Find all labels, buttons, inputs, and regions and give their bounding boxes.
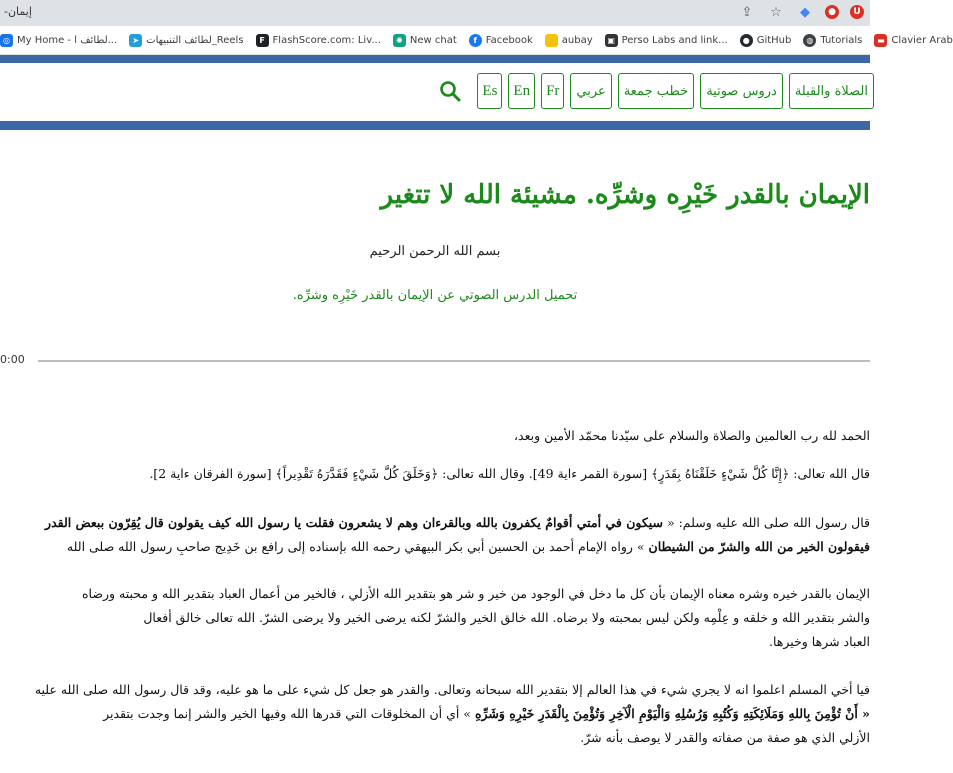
hadith-source: » رواه الإمام أحمد بن الحسين أبي بكر البيهقي رحمه الله بإسناده إلى رافع بن خَدِيج صاحبِ رسول الله صلى الله [66,539,649,554]
extension-shield-icon[interactable]: U [850,5,864,19]
folder-icon [545,34,558,47]
bookmark-new-chat[interactable]: ✺ New chat [393,34,457,47]
star-icon[interactable]: ☆ [770,4,782,20]
header-bar-top [0,55,870,63]
player-time: 0:00 [0,353,25,366]
bookmark-perso-labs[interactable]: ▣ Perso Labs and link... [605,34,728,47]
search-icon[interactable] [437,74,463,108]
nav-lang-arabic[interactable]: عربي [570,73,611,109]
nav-friday-sermons[interactable]: خطب جمعة [618,73,694,109]
paragraph-qadar-line1: الإيمان بالقدر خيره وشره معناه الإيمان بأن كل ما دخل في الوجود من خير و شر هو بتقدير الله الأزلي ، فالخير من أعمال العباد بتقدير الله و محبته ورضاه [82,586,870,601]
telegram-icon: ➤ [129,34,142,47]
bookmark-favicon: ◎ [0,34,13,47]
extension-red-icon[interactable]: ● [825,5,839,19]
audio-progress-track[interactable] [38,360,870,362]
paragraph-hadith-line2 [67,539,870,554]
paragraph-quran-verses: قال الله تعالى: ﴿إِنَّا كُلَّ شَيْءٍ خَلَقْنَاهُ بِقَدَرٍ﴾ [سورة القمر ءاية 49]. وقال الله تعالى: ﴿وَخَلَقَ كُلَّ شَيْءٍ فَقَدَّرَهُ تَقْدِيراً﴾ [سورة الفرقان ءاية 2]. [149,466,870,481]
flashscore-icon: F [256,34,269,47]
nav-lang-french[interactable]: Fr [541,73,564,109]
address-bar-text[interactable]: إيمان- [4,5,32,18]
audio-player [0,352,870,368]
github-icon: ● [740,34,753,47]
share-icon[interactable]: ⇪ [741,4,753,20]
site-nav [437,72,874,110]
keyboard-icon: ▬ [874,34,887,47]
paragraph-advice-line2 [103,706,870,721]
globe-icon: ◍ [803,34,816,47]
hadith-jibril: « أَنْ تُؤْمِنَ بِاللهِ وَمَلَائِكَتِهِ وَكُتُبِهِ وَرُسُلِهِ وَالْيَوْمِ الْآخِرِ وَتُؤْمِنَ بِالْقَدَرِ خَيْرِهِ وَشَرِّهِ [474,706,870,721]
bookmark-aubay[interactable]: aubay [545,34,593,47]
nav-prayer-qibla[interactable]: الصلاة والقبلة [789,73,874,109]
paragraph-qadar-line3: العباد شرها وخيرها. [769,634,870,649]
browser-tab-strip [0,0,870,26]
facebook-icon: f [469,34,482,47]
page-title: الإيمان بالقدر خَيْرِه وشرِّه. مشيئة الله لا تتغير [380,180,870,210]
bookmark-facebook[interactable]: f Facebook [469,34,533,47]
basmala: بسم الله الرحمن الرحيم [369,244,501,259]
paragraph-intro: الحمد لله رب العالمين والصلاة والسلام على سيّدنا محمّد الأمين وبعد، [514,428,870,443]
hadith-explanation: » أي أن المخلوقات التي قدرها الله وفيها الخير والشر إنما وجدت بتقدير [103,706,475,721]
paragraph-advice-line3: الأزلي الذي هو صفة من صفاته والقدر لا يوصف بأنه شرّ. [580,730,870,745]
nav-lang-spanish[interactable]: Es [477,73,502,109]
hadith-text: سيكون في أمتي أقوامٌ يكفرون بالله وبالقرءان وهم لا يشعرون فقلت يا رسول الله كيف يقولون قال يُقِرّون ببعض القدر [45,515,663,530]
bookmark-reels[interactable]: ➤ لطائف التنبيهات_Reels [129,34,243,47]
bookmark-github[interactable]: ● GitHub [740,34,792,47]
browser-toolbar-icons [738,3,864,21]
bookmark-my-home[interactable]: ◎ My Home - لطائف ا... [0,34,117,47]
download-audio-link[interactable]: تحميل الدرس الصوتي عن الإيمان بالقدر خَيْرِه وشرِّه. [292,288,578,303]
paragraph-qadar-line2: والشر بتقدير الله و خلقه و عِلْمِه ولكن ليس بمحبته ولا برضاه. الله خالق الخير والشرّ لكنه يرضى الخير ولا يرضى الشرّ. الله تعالى خالق أفعال [143,610,870,625]
bookmark-flashscore[interactable]: F FlashScore.com: Liv... [256,34,381,47]
chatgpt-icon: ✺ [393,34,406,47]
paragraph-hadith-line1 [45,515,870,530]
bookmark-clavier-arab[interactable]: ▬ Clavier Arab [874,34,952,47]
paragraph-advice-line1: فيا أخي المسلم اعلموا انه لا يجري شيء في هذا العالم إلا بتقدير الله سبحانه وتعالى. والقدر هو جعل كل شيء على ما هو عليه، وقد قال رسول الله صلى الله عليه [34,682,870,697]
nav-lang-english[interactable]: En [508,73,535,109]
hadith-intro: قال رسول الله صلى الله عليه وسلم: « [662,515,870,530]
header-bar-bottom [0,121,870,130]
extension-translate-icon[interactable]: ◆ [800,4,810,20]
hadith-text-cont: فيقولون الخير من الله والشرّ من الشيطان [648,539,870,554]
bookmark-tutorials[interactable]: ◍ Tutorials [803,34,862,47]
perso-labs-icon: ▣ [605,34,618,47]
nav-audio-lessons[interactable]: دروس صوتية [700,73,783,109]
bookmarks-bar [0,26,953,55]
